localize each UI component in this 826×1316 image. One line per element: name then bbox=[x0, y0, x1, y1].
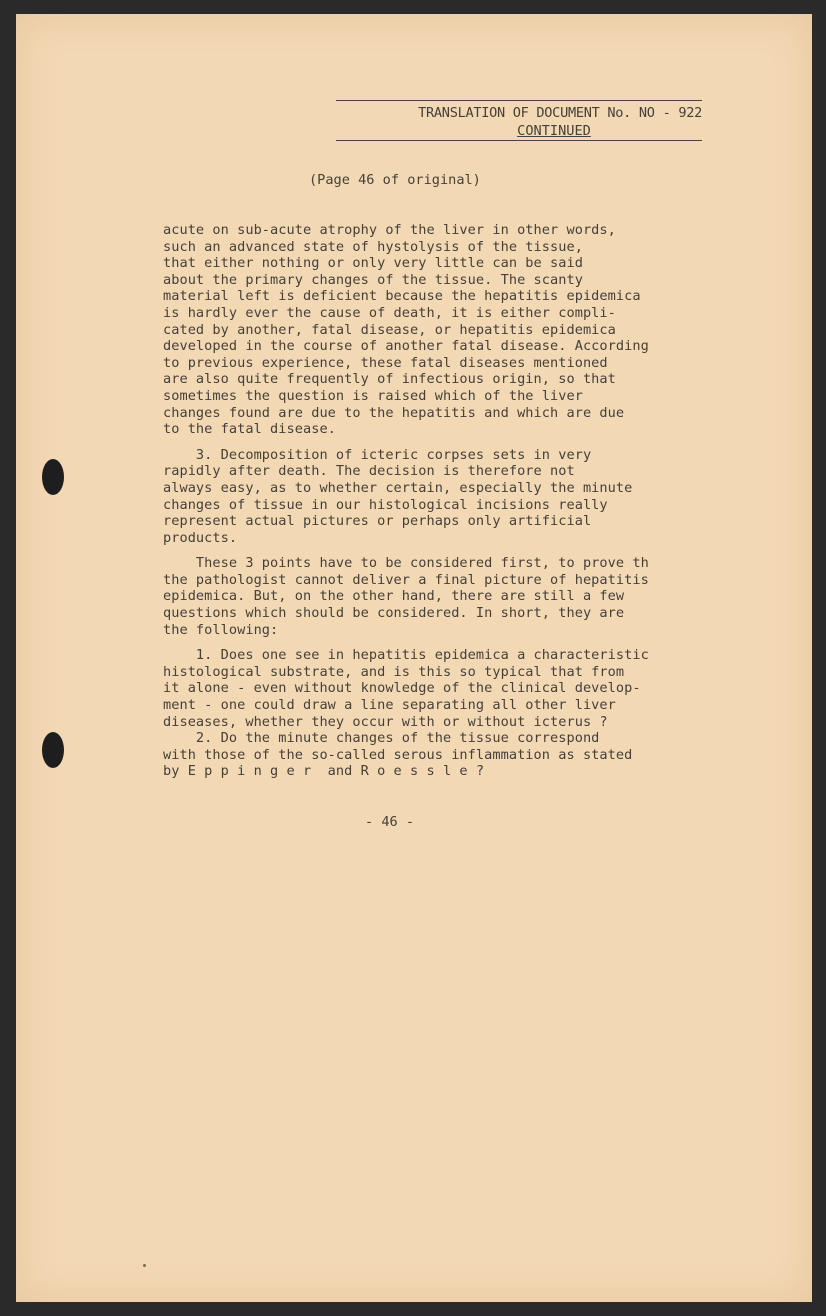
paragraph-three-points: These 3 points have to be considered first, to prove th the pathologist cannot deliver a final picture of hepatitis epidemica. But, on the other hand, there are still a few questions which should be considered. In short, they are the following: bbox=[163, 555, 649, 638]
paragraph-questions: 1. Does one see in hepatitis epidemica a characteristic histological substrate, and is this so typical that from it alone - even without knowledge of the clinical develop- ment - one could draw a line separating all other liver diseases, whether they occur with or without icterus ? 2. Do the minute changes of the tissue correspond with those of the so-called serous inflammation as stated by E p p i n g e r and R o e s s l e ? bbox=[163, 647, 649, 780]
paragraph-atrophy: acute on sub-acute atrophy of the liver in other words, such an advanced state of hystolysis of the tissue, that either nothing or only very little can be said about the primary changes of the tissue. The scanty material left is deficient because the hepatitis epidemica is hardly ever the cause of death, it is either compli- cated by another, fatal disease, or hepatitis epidemica developed in the course of another fatal disease. According to previous experience, these fatal diseases mentioned are also quite frequently of infectious origin, so that sometimes the question is raised which of the liver changes found are due to the hepatitis and which are due to the fatal disease. bbox=[163, 222, 649, 438]
paragraph-decomposition: 3. Decomposition of icteric corpses sets in very rapidly after death. The decision is therefore not always easy, as to whether certain, especially the minute changes of tissue in our histological incisions really represent actual pictures or perhaps only artificial products. bbox=[163, 446, 633, 546]
document-page bbox=[16, 14, 812, 1302]
document-body bbox=[163, 222, 803, 789]
continued-label: CONTINUED bbox=[517, 123, 591, 139]
document-title: TRANSLATION OF DOCUMENT No. NO - 922 bbox=[418, 105, 702, 121]
punch-hole-upper bbox=[42, 459, 64, 495]
punch-hole-lower bbox=[42, 732, 64, 768]
page-number: - 46 - bbox=[365, 814, 415, 830]
header-rule-bottom bbox=[336, 140, 702, 141]
paper-speck bbox=[143, 1264, 146, 1267]
document-header bbox=[336, 100, 702, 141]
original-page-reference: (Page 46 of original) bbox=[309, 172, 481, 188]
